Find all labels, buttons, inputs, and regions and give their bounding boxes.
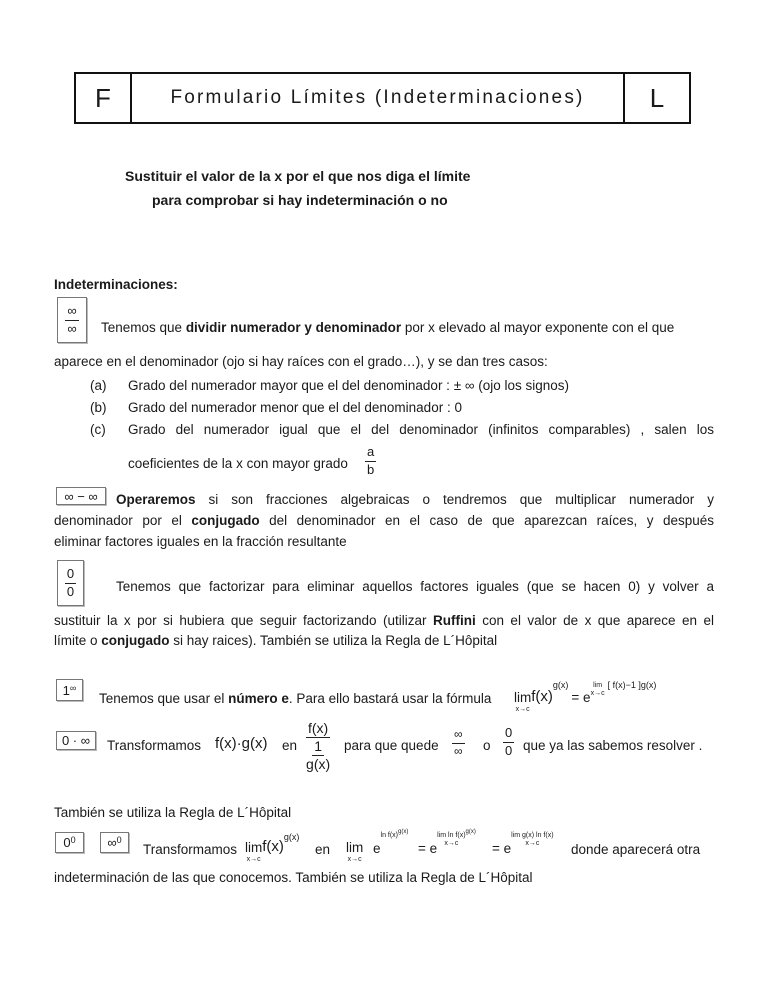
zero-over-zero-text-2: sustituir la x por si hubiera que seguir factorizando (utilizar Ruffini con el valor de x que aparece en el — [54, 613, 715, 628]
case-a-tag: (a) — [90, 378, 107, 393]
case-b-tag: (b) — [90, 400, 107, 415]
lhopital-note: También se utiliza la Regla de L´Hôpital — [54, 805, 292, 820]
page-title: Formulario Límites (Indeterminaciones) — [170, 87, 585, 108]
zero-zero-e1: e $^{ln f(x)}$ g(x) — [373, 829, 409, 856]
zero-inf-expr: f(x)·g(x) — [215, 735, 268, 752]
zero-over-zero-text-3: límite o conjugado si hay raices). También se utiliza la Regla de L´Hôpital — [54, 633, 498, 648]
zero-over-zero-text-1: Tenemos que factorizar para eliminar aquellos factores iguales (que se hacen 0) y volver a — [116, 579, 714, 594]
case-c-text: Grado del numerador igual que el del denominador (infinitos comparables) , salen los — [128, 422, 714, 437]
inf-minus-inf-text-2: denominador por el conjugado del denominador en el caso de que aparezcan raíces, y después — [54, 513, 715, 528]
zero-over-zero-symbol: $\frac{0}{0}$ — [57, 560, 84, 606]
zero-zero-text-1: Transformamos — [143, 842, 238, 857]
zero-zero-text-3: indeterminación de las que conocemos. También se utiliza la Regla de L´Hôpital — [54, 870, 533, 885]
header-right-letter: L — [649, 82, 665, 113]
zero-zero-lim-2: lim x→c — [346, 840, 364, 863]
inf-over-inf-symbol: $\frac{\infty}{\infty}$ — [57, 297, 87, 343]
zero-inf-inf-fraction: ∞ ∞ — [454, 727, 463, 758]
case-b-text: Grado del numerador menor que el del denominador : 0 — [128, 400, 462, 415]
inf-minus-inf-text-3: eliminar factores iguales en la fracción resultante — [54, 534, 347, 549]
zero-inf-en: en — [282, 738, 298, 753]
intro-line-1: Sustituir el valor de la x por el que nos diga el límite — [125, 168, 471, 184]
inf-zero-symbol: ∞ 0 — [100, 832, 129, 853]
zero-zero-text-2: donde aparecerá otra — [571, 842, 701, 857]
zero-zero-symbol: 0 0 — [55, 832, 84, 853]
inf-minus-inf-text-1: Operaremos si son fracciones algebraicas o tendremos que multiplicar numerador y — [116, 492, 714, 507]
header-left-letter: F — [95, 82, 111, 113]
zero-inf-text-3: que ya las sabemos resolver . — [523, 738, 703, 753]
zero-inf-zero-fraction: $\frac{0}{0}$ — [505, 725, 513, 758]
zero-inf-text-1: Transformamos — [107, 738, 202, 753]
one-inf-formula: lim x→c f(x) $^{g(x)}$ = e lim x→c $^{[ f(x)-1 ]g(x)}$ — [514, 680, 657, 713]
zero-zero-e3: = e lim g(x) ln f(x) x→c — [492, 832, 554, 856]
header-left-box — [74, 72, 132, 124]
section-title: Indeterminaciones: — [54, 277, 178, 292]
one-inf-text: Tenemos que usar el número e. Para ello bastará usar la fórmula — [99, 691, 492, 706]
intro-line-2: para comprobar si hay indeterminación o no — [152, 192, 448, 208]
zero-inf-text-2: para que quede — [344, 738, 439, 753]
zero-inf-o: o — [483, 738, 491, 753]
zero-inf-transform-fraction: $\frac{f(x)}{\frac{1}{g(x)}}$ — [306, 720, 331, 773]
inf-over-inf-text-1: Tenemos que dividir numerador y denominador por x elevado al mayor exponente con el que — [101, 320, 675, 335]
ratio-a-over-b: $\frac{a}{b}$ — [367, 444, 375, 477]
zero-zero-e2: = e lim ln f(x) x→c g(x) — [418, 829, 476, 856]
header-right-box — [623, 72, 691, 124]
zero-zero-en: en — [315, 842, 331, 857]
case-a-text: Grado del numerador mayor que el del denominador : ± ∞ (ojo los signos) — [128, 378, 570, 393]
zero-zero-lim: lim x→c f(x) $^{g(x)}$ — [245, 832, 300, 863]
inf-minus-inf-symbol: ∞ − ∞ — [56, 487, 106, 505]
one-inf-symbol: 1 ∞ — [56, 679, 83, 701]
case-c-continuation: coeficientes de la x con mayor grado — [128, 456, 348, 471]
header-title-box — [130, 72, 625, 124]
case-c-tag: (c) — [90, 422, 106, 437]
zero-inf-symbol: 0 · ∞ — [56, 731, 96, 750]
inf-over-inf-text-2: aparece en el denominador (ojo si hay raíces con el grado…), y se dan tres casos: — [54, 354, 548, 369]
